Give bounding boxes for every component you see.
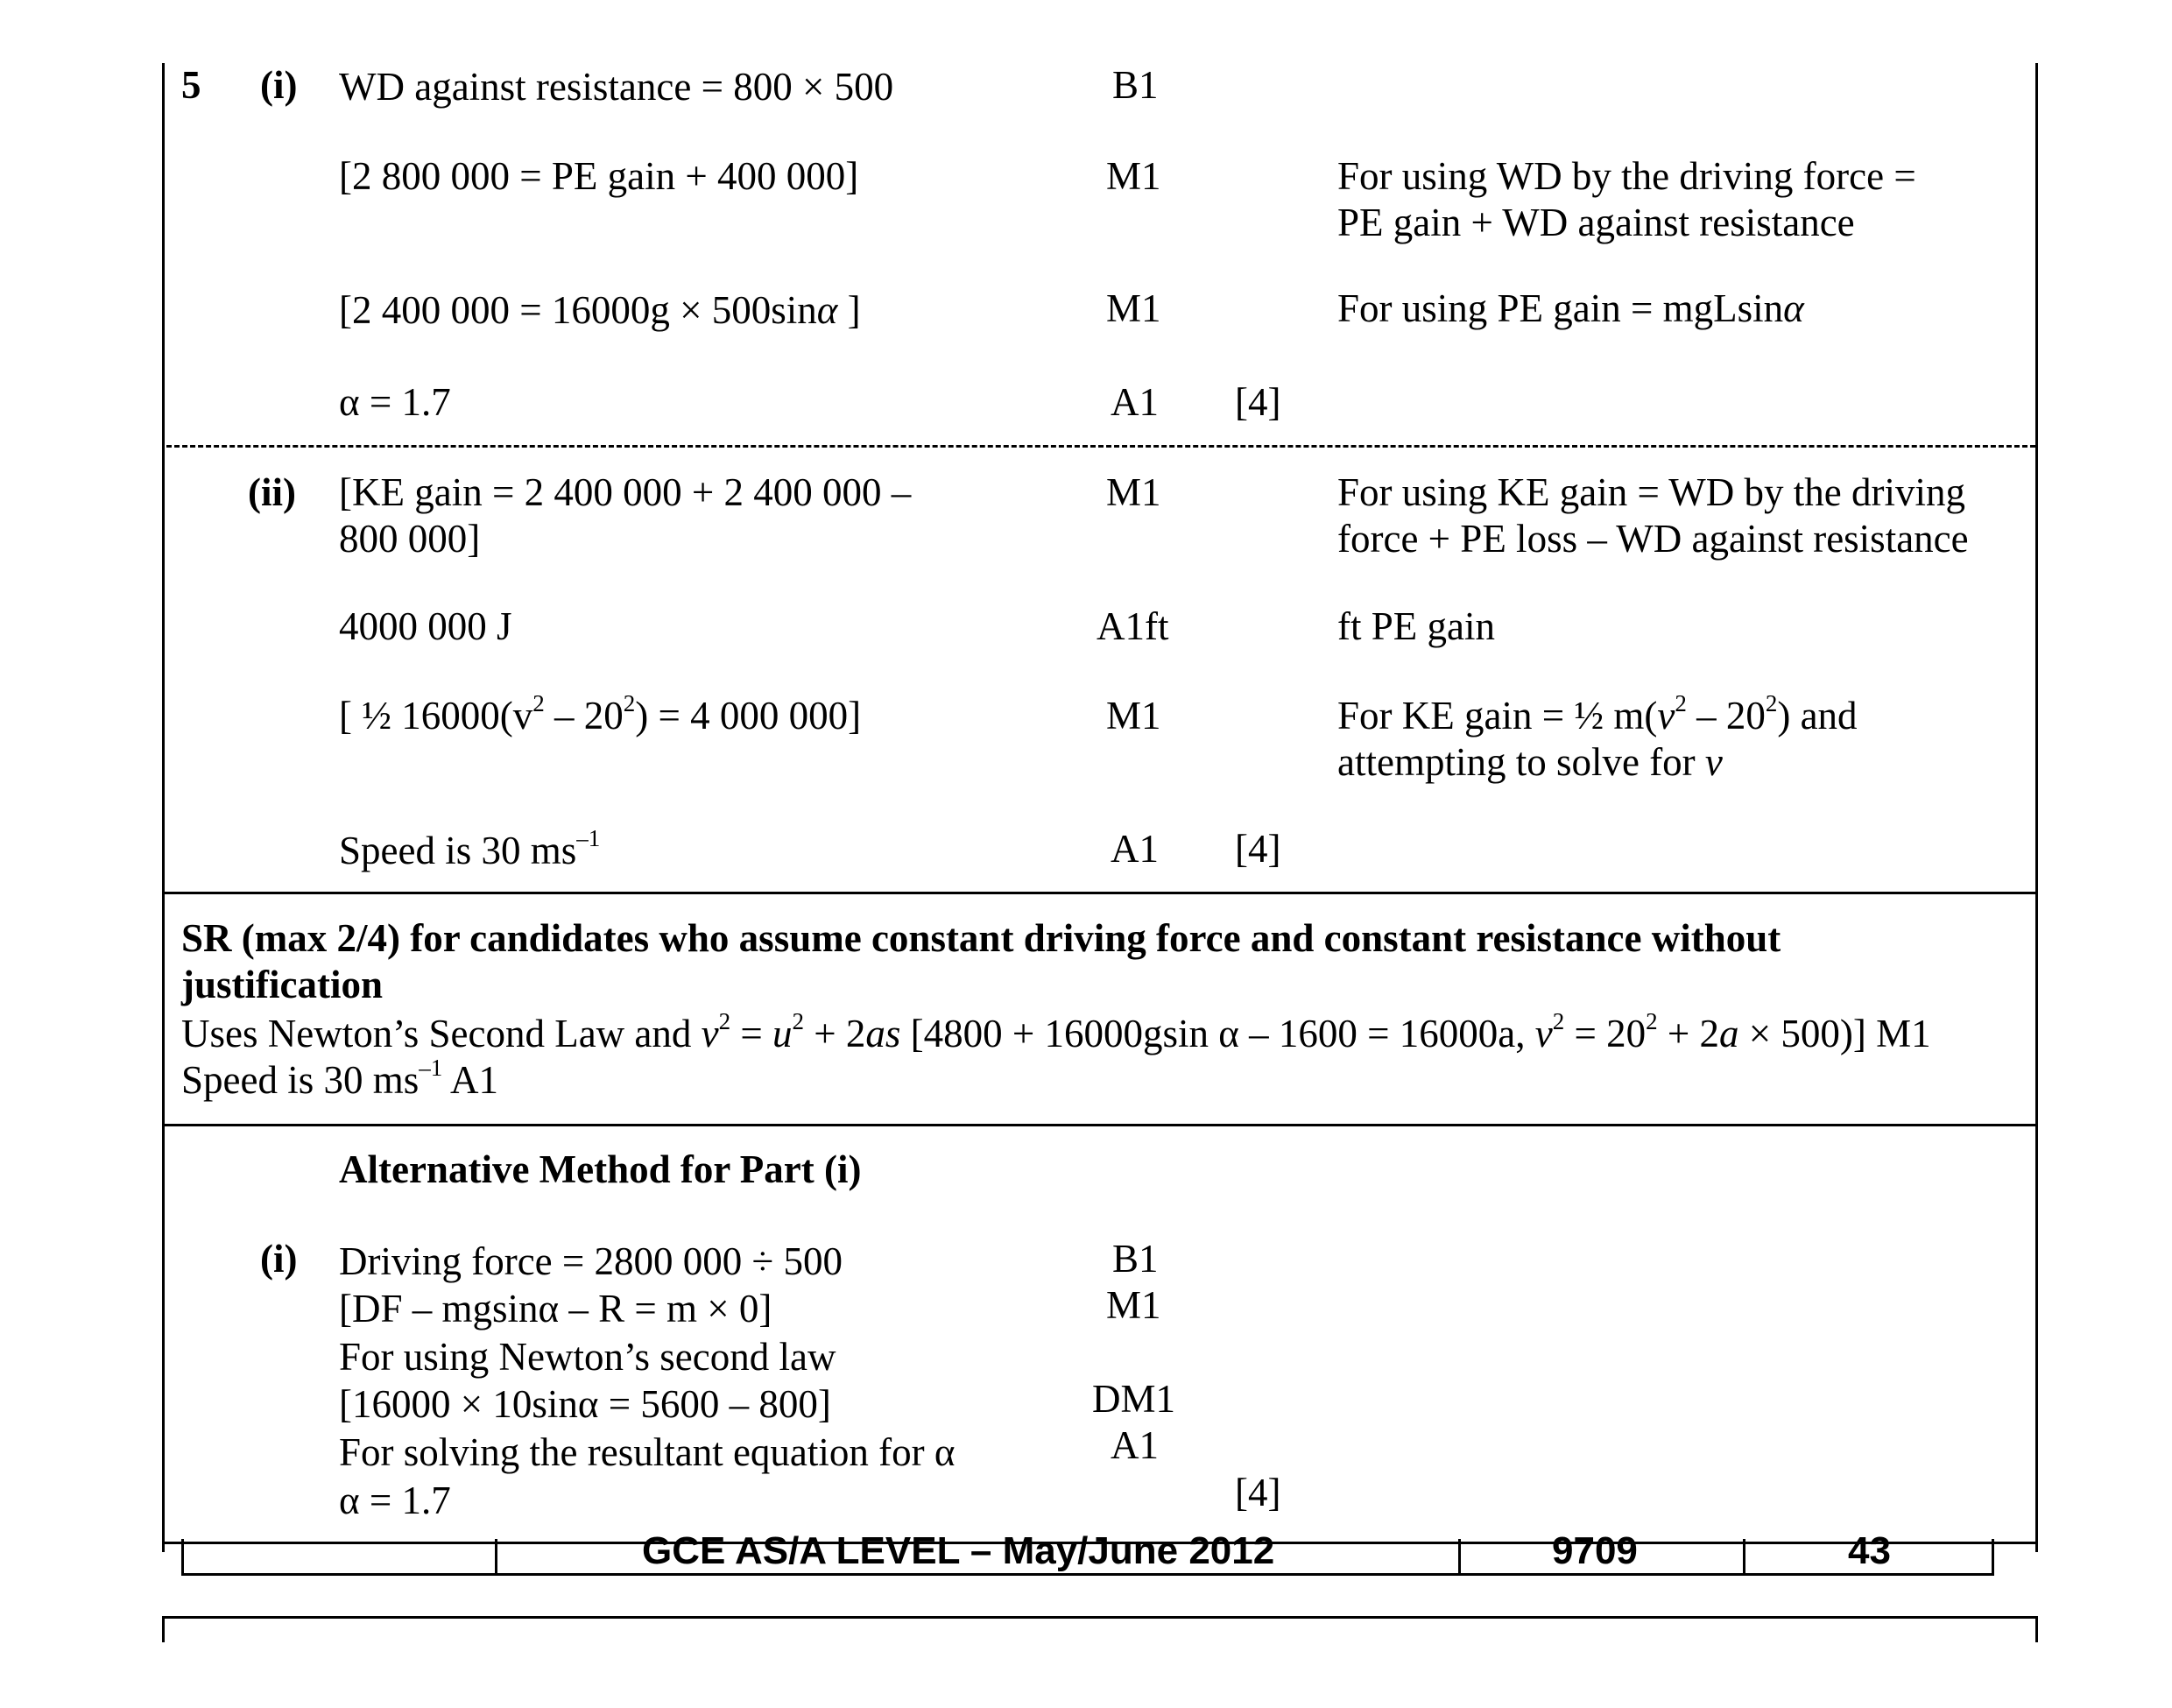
alt-working-line: α = 1.7 [339, 1479, 451, 1522]
alpha-symbol: α [1783, 286, 1804, 330]
working-text: – 20 [544, 694, 624, 738]
alpha-symbol: α [816, 288, 838, 332]
mark-code: B1 [1112, 1237, 1159, 1281]
exponent: 2 [718, 1007, 731, 1034]
part-i-label: (i) [260, 63, 298, 107]
exponent: 2 [792, 1007, 805, 1034]
working-line: [2 800 000 = PE gain + 400 000] [339, 154, 859, 198]
velocity-symbol: v [1657, 694, 1675, 738]
footer-paper-number: 43 [1848, 1529, 1891, 1572]
alt-working-line: Driving force = 2800 000 ÷ 500 [339, 1239, 843, 1283]
part-total: [4] [1235, 1471, 1281, 1514]
mark-code: M1 [1106, 154, 1161, 198]
alt-working-line: For solving the resultant equation for α [339, 1430, 956, 1474]
working-text: [ ½ 16000(v [339, 694, 533, 738]
mark-code: M1 [1106, 1283, 1161, 1327]
initial-velocity-symbol: u [772, 1012, 793, 1055]
alt-working-line: For using Newton’s second law [339, 1335, 836, 1379]
working-line: [KE gain = 2 400 000 + 2 400 000 – [339, 470, 912, 514]
sr-heading: SR (max 2/4) for candidates who assume constant driving force and constant resistance without [181, 916, 1781, 960]
mark-code: M1 [1106, 694, 1161, 738]
guidance-note [1337, 689, 1858, 739]
sr-top-border [162, 892, 2038, 894]
table-left-border [162, 63, 165, 1552]
guidance-note: For using WD by the driving force = [1337, 154, 1916, 198]
sr-heading: justification [181, 963, 383, 1006]
footer-syllabus-code: 9709 [1552, 1529, 1638, 1572]
sr-text: [4800 + 16000gsin α – 1600 = 16000a, [900, 1012, 1535, 1055]
exponent: –1 [576, 824, 601, 851]
part-ii-label: (ii) [248, 470, 296, 514]
guidance-text: – 20 [1686, 694, 1766, 738]
velocity-symbol: v [701, 1012, 719, 1055]
velocity-symbol: v [1534, 1012, 1553, 1055]
alt-working-line: [DF – mgsinα – R = m × 0] [339, 1287, 772, 1330]
sr-text: Speed is 30 ms [181, 1058, 420, 1102]
mark-code: A1 [1111, 1423, 1159, 1467]
sr-result-line [181, 1056, 498, 1104]
exponent: 2 [1646, 1007, 1658, 1034]
next-table-left-border [162, 1616, 165, 1642]
mark-code: M1 [1106, 470, 1161, 514]
guidance-note [1337, 738, 1723, 786]
guidance-note: ft PE gain [1337, 604, 1495, 648]
sr-text: A1 [442, 1058, 499, 1102]
exponent: 2 [623, 689, 636, 716]
sr-method-line [181, 1007, 1931, 1057]
exponent: –1 [419, 1054, 443, 1081]
exponent: 2 [1765, 689, 1778, 716]
guidance-text: For KE gain = ½ m( [1337, 694, 1658, 738]
working-line [339, 689, 862, 739]
exponent: 2 [532, 689, 545, 716]
working-line: WD against resistance = 800 × 500 [339, 65, 894, 109]
working-text: ] [837, 288, 861, 332]
alternative-heading: Alternative Method for Part (i) [339, 1147, 862, 1191]
guidance-note: PE gain + WD against resistance [1337, 201, 1855, 244]
sr-text: + 2 [804, 1012, 866, 1055]
working-line: 800 000] [339, 517, 481, 561]
footer-exam-title: GCE AS/A LEVEL – May/June 2012 [642, 1529, 1275, 1572]
mark-code: M1 [1106, 286, 1161, 330]
guidance-text: For using PE gain = mgLsin [1337, 286, 1784, 330]
acceleration-symbol: a [1719, 1012, 1739, 1055]
exponent: 2 [1552, 1007, 1565, 1034]
working-text: ) = 4 000 000] [635, 694, 862, 738]
alt-part-label: (i) [260, 1237, 298, 1281]
mark-code: B1 [1112, 63, 1159, 107]
footer-cell-divider [1743, 1539, 1745, 1576]
working-text: Speed is 30 ms [339, 829, 577, 872]
footer-cell-divider [1458, 1539, 1461, 1576]
guidance-text: ) and [1777, 694, 1858, 738]
working-line [339, 824, 601, 874]
mark-code: A1 [1111, 380, 1159, 424]
sr-bottom-border [162, 1124, 2038, 1126]
sr-text: + 2 [1657, 1012, 1719, 1055]
alt-working-line: [16000 × 10sinα = 5600 – 800] [339, 1382, 831, 1426]
working-line: 4000 000 J [339, 604, 512, 648]
next-table-right-border [2035, 1616, 2038, 1642]
guidance-text: attempting to solve for [1337, 740, 1705, 784]
footer-cell-divider [495, 1539, 497, 1576]
guidance-note: For using KE gain = WD by the driving [1337, 470, 1965, 514]
sr-text: × 500)] M1 [1738, 1012, 1931, 1055]
mark-code: A1 [1111, 827, 1159, 871]
next-table-top-border [162, 1616, 2038, 1619]
part-total: [4] [1235, 380, 1281, 424]
mark-code: A1ft [1097, 604, 1169, 648]
part-divider-dashed [166, 445, 2035, 448]
working-line: α = 1.7 [339, 380, 451, 424]
velocity-symbol: v [1704, 740, 1723, 784]
guidance-note [1337, 285, 1804, 332]
as-symbol: as [865, 1012, 901, 1055]
working-text: [2 400 000 = 16000g × 500sin [339, 288, 817, 332]
working-line [339, 286, 861, 334]
question-number: 5 [181, 63, 201, 107]
exponent: 2 [1675, 689, 1687, 716]
sr-text: = [730, 1012, 773, 1055]
sr-text: Uses Newton’s Second Law and [181, 1012, 702, 1055]
table-right-border [2035, 63, 2038, 1552]
part-total: [4] [1235, 827, 1281, 871]
sr-text: = 20 [1564, 1012, 1647, 1055]
mark-code: DM1 [1092, 1377, 1176, 1421]
guidance-note: force + PE loss – WD against resistance [1337, 517, 1969, 561]
